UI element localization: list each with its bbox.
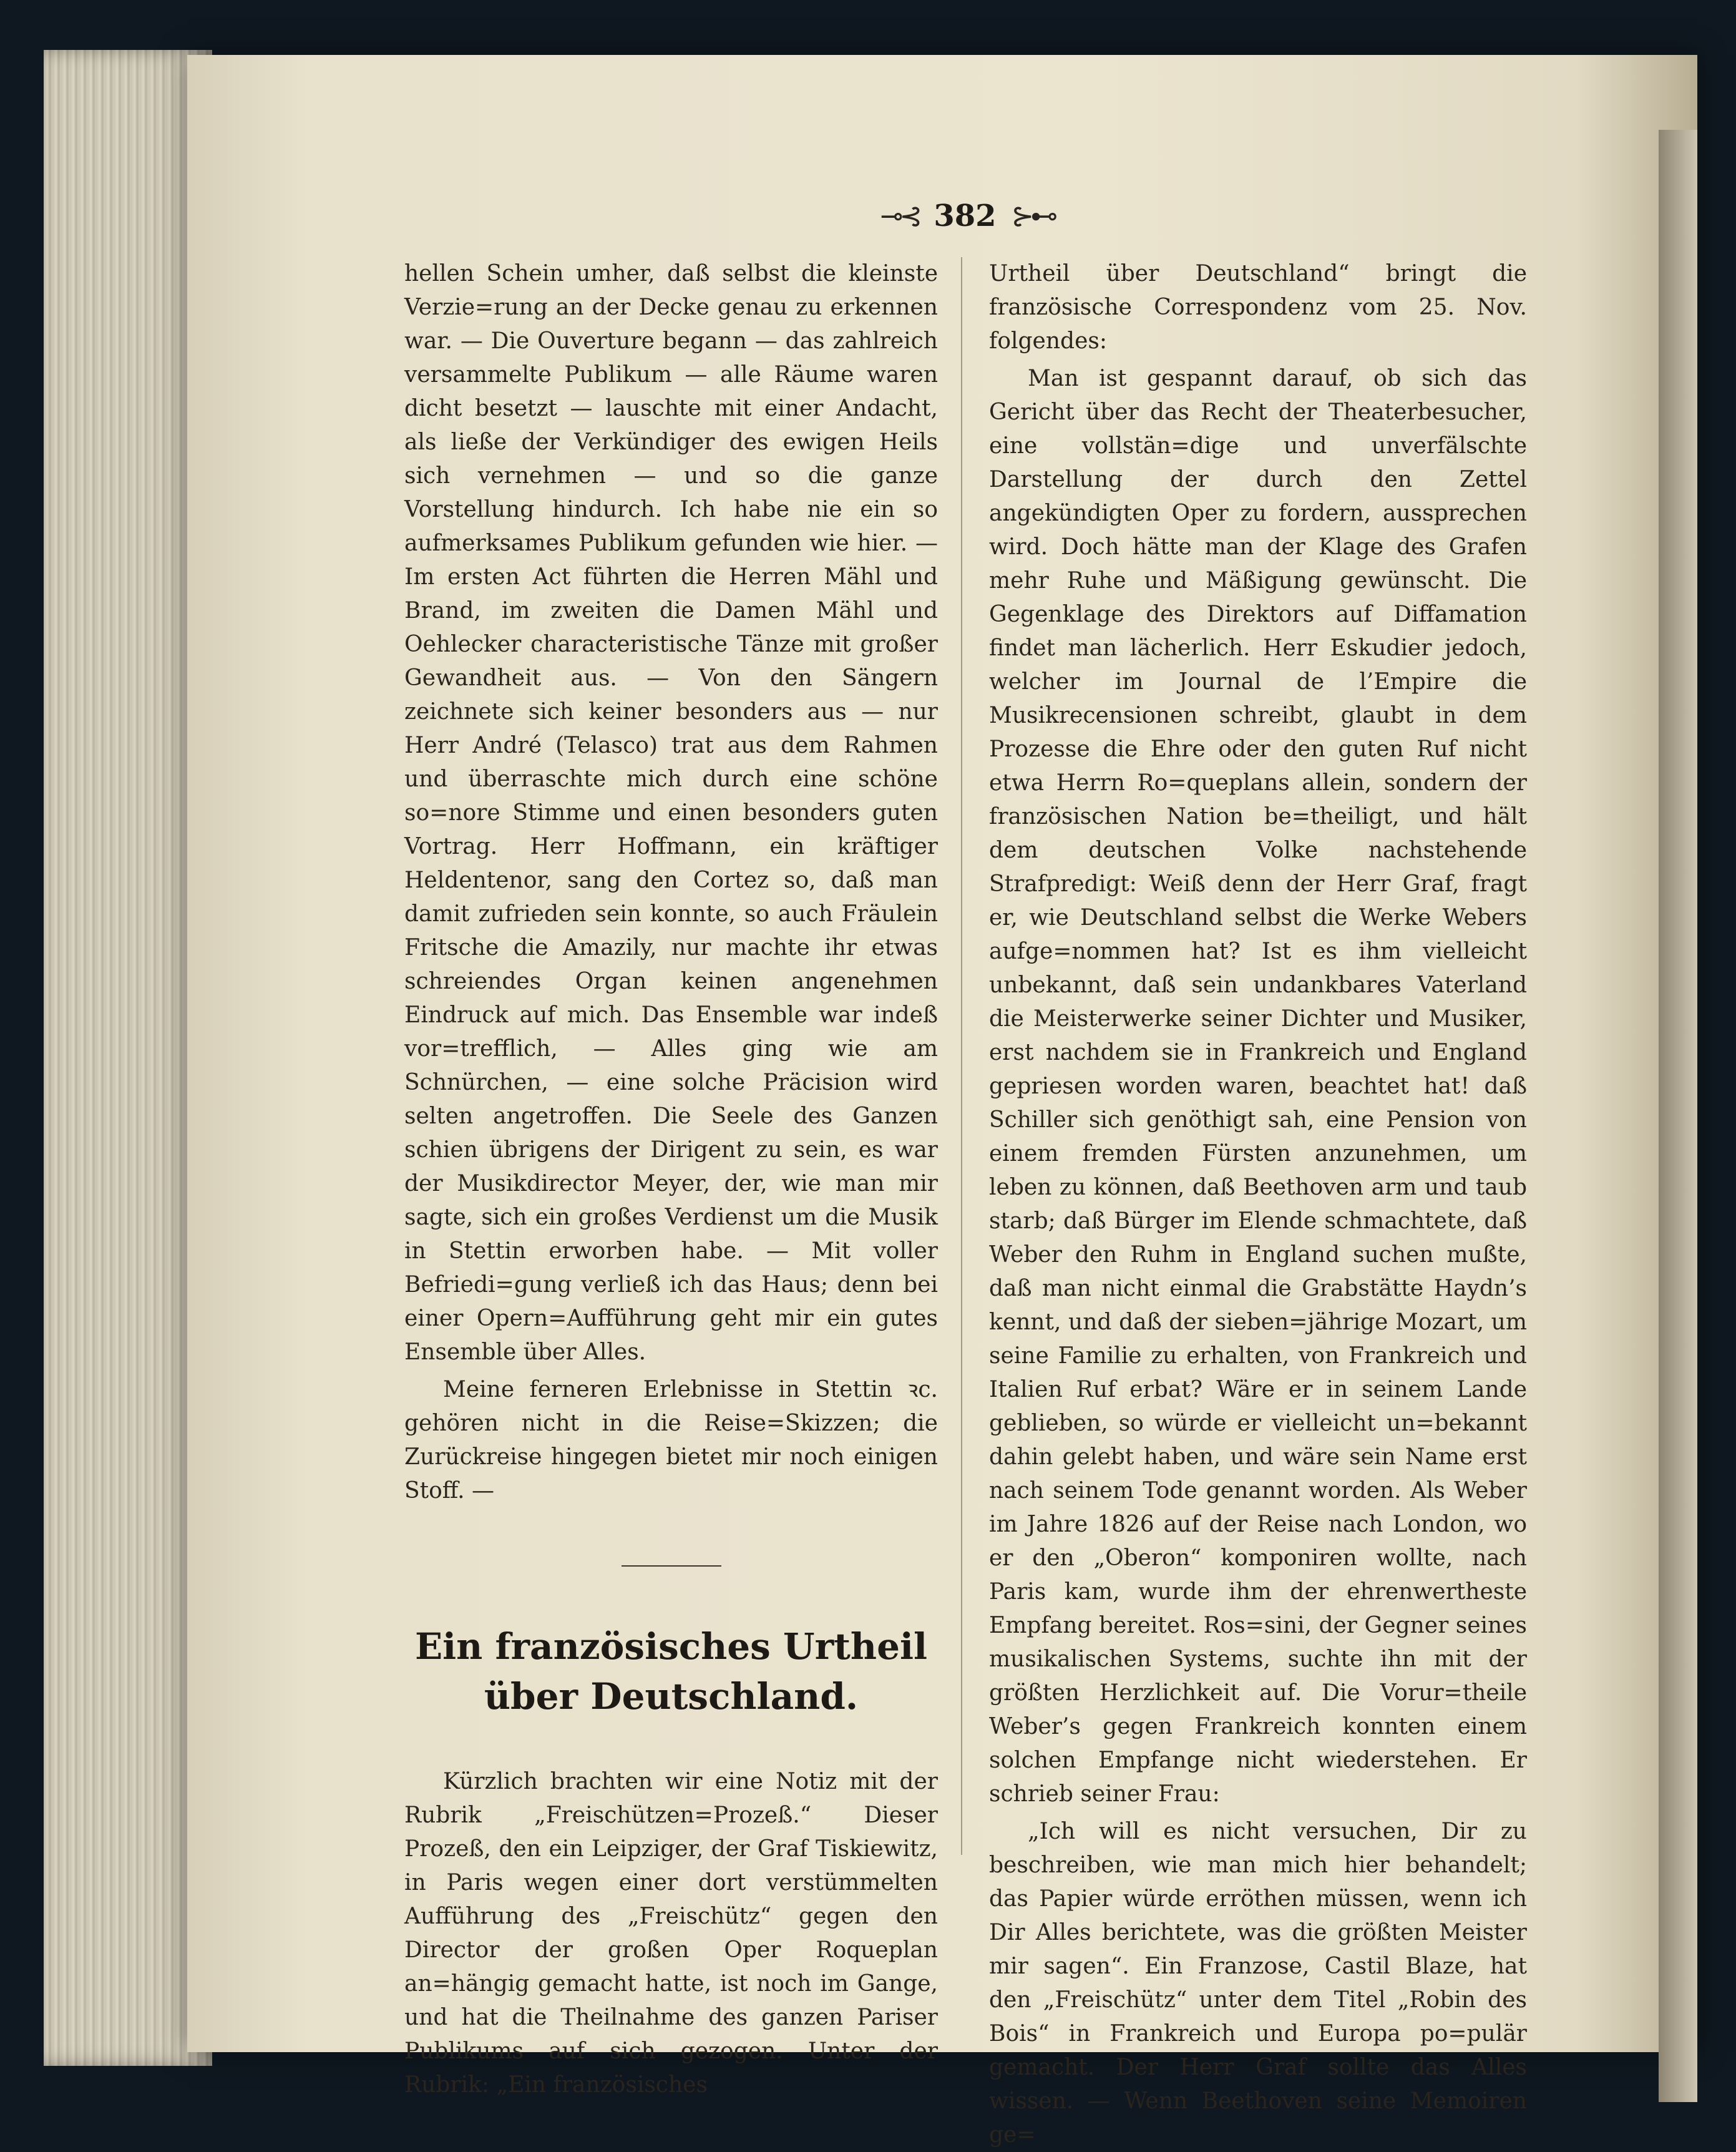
- column-divider: [961, 257, 962, 1855]
- right-paragraph-1: Urtheil über Deutschland“ bringt die französische Correspondenz vom 25. Nov. folgendes:: [989, 261, 1527, 354]
- next-page-sliver: [1659, 130, 1697, 2102]
- left-column: [404, 257, 938, 2102]
- left-ornament-icon: ⊸⊰: [880, 200, 919, 232]
- article-title: Ein französisches Urtheil über Deutschland.: [414, 1625, 928, 1718]
- right-column: [989, 257, 1527, 2152]
- left-paragraph-2: Meine ferneren Erlebnisse in Stettin ꝛc. gehören nicht in die Reise=Skizzen; die Zurückreise hingegen bietet mir noch einigen Stoff. —: [404, 1377, 938, 1504]
- page-header: [849, 191, 1086, 241]
- left-paragraph-3: Kürzlich brachten wir eine Notiz mit der Rubrik „Freischützen=Prozeß.“ Dieser Prozeß, den ein Leipziger, der Graf Tiskiewitz, in Paris wegen einer dort verstümmelten Aufführung des „Freischütz“ gegen den Director der großen Oper Roqueplan an=hängig gemacht hatte, ist noch im Gange, und hat die Theilnahme des ganzen Pariser Publikums auf sich gezogen. Unter der Rubrik: „Ein französisches: [404, 1769, 938, 2098]
- left-paragraph-1: hellen Schein umher, daß selbst die kleinste Verzie=rung an der Decke genau zu erkennen war. — Die Ouverture begann — das zahlreich versammelte Publikum — alle Räume waren dicht besetzt — lauschte mit einer Andacht, als ließe der Verkündiger des ewigen Heils sich vernehmen — und so die ganze Vorstellung hindurch. Ich habe nie ein so aufmerksames Publikum gefunden wie hier. — Im ersten Act führten die Herren Mähl und Brand, im zweiten die Damen Mähl und Oehlecker characteristische Tänze mit großer Gewandheit aus. — Von den Sängern zeichnete sich keiner besonders aus — nur Herr André (Telasco) trat aus dem Rahmen und überraschte mich durch eine schöne so=nore Stimme und einen besonders guten Vortrag. Herr Hoffmann, ein kräftiger Heldentenor, sang den Cortez so, daß man damit zufrieden sein konnte, so auch Fräulein Fritsche die Amazily, nur machte ihr etwas schreiendes Organ keinen angenehmen Eindruck auf mich. Das Ensemble war indeß vor=trefflich, — Alles ging wie am Schnürchen, — eine solche Präcision wird selten angetroffen. Die Seele des Ganzen schien übrigens der Dirigent zu sein, es war der Musikdirector Meyer, der, wie man mir sagte, sich ein großes Verdienst um die Musik in Stettin erworben habe. — Mit voller Befriedi=gung verließ ich das Haus; denn bei einer Opern=Aufführung geht mir ein gutes Ensemble über Alles.: [404, 261, 938, 1365]
- section-rule: [622, 1565, 721, 1567]
- right-paragraph-3: „Ich will es nicht versuchen, Dir zu beschreiben, wie man mich hier behandelt; das Papier würde erröthen müssen, wenn ich Dir Alles berichtete, was die größten Meister mir sagen“. Ein Franzose, Castil Blaze, hat den „Freischütz“ unter dem Titel „Robin des Bois“ in Frankreich und Europa po=pulär gemacht. Der Herr Graf sollte das Alles wissen. — Wenn Beethoven seine Memoiren ge=: [989, 1819, 1527, 2148]
- right-ornament-icon: ⊱⊷: [1011, 200, 1055, 232]
- right-paragraph-2: Man ist gespannt darauf, ob sich das Gericht über das Recht der Theaterbesucher, eine vollstän=dige und unverfälschte Darstellung der durch den Zettel angekündigten Oper zu fordern, aussprechen wird. Doch hätte man der Klage des Grafen mehr Ruhe und Mäßigung gewünscht. Die Gegenklage des Direktors auf Diffamation findet man lächerlich. Herr Eskudier jedoch, welcher im Journal de l’Empire die Musikrecensionen schreibt, glaubt in dem Prozesse die Ehre oder den guten Ruf nicht etwa Herrn Ro=queplans allein, sondern der französischen Nation be=theiligt, und hält dem deutschen Volke nachstehende Strafpredigt: Weiß denn der Herr Graf, fragt er, wie Deutschland selbst die Werke Webers aufge=nommen hat? Ist es ihm vielleicht unbekannt, daß sein undankbares Vaterland die Meisterwerke seiner Dichter und Musiker, erst nachdem sie in Frankreich und England gepriesen worden waren, beachtet hat! daß Schiller sich genöthigt sah, eine Pension von einem fremden Fürsten anzunehmen, um leben zu können, daß Beethoven arm und taub starb; daß Bürger im Elende schmachtete, daß Weber den Ruhm in England suchen mußte, daß man nicht einmal die Grabstätte Haydn’s kennt, und daß der sieben=jährige Mozart, um seine Familie zu erhalten, von Frankreich und Italien Ruf erbat? Wäre er in seinem Lande geblieben, so würde er vielleicht un=bekannt dahin gelebt haben, und wäre sein Name erst nach seinem Tode genannt worden. Als Weber im Jahre 1826 auf der Reise nach London, wo er den „Oberon“ komponiren wollte, nach Paris kam, wurde ihm der ehrenwertheste Empfang bereitet. Ros=sini, der Gegner seines musikalischen Systems, suchte ihn mit der größten Herzlichkeit auf. Die Vorur=theile Weber’s gegen Frankreich konnten einem solchen Empfange nicht wiederstehen. Er schrieb seiner Frau:: [989, 366, 1527, 1807]
- page-number: 382: [934, 198, 997, 233]
